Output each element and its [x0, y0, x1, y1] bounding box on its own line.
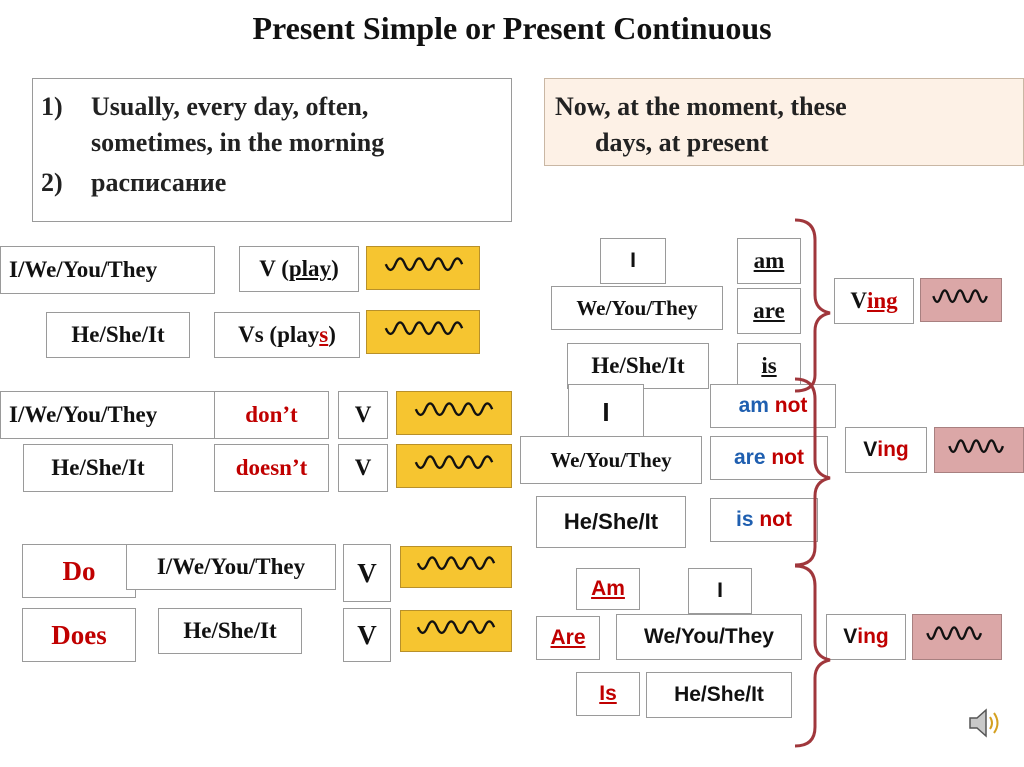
cont-q-are: Are: [536, 616, 600, 660]
simple-q-do: Do: [22, 544, 136, 598]
simple-aff-subject-singular: He/She/It: [46, 312, 190, 358]
item1-number: 1): [41, 92, 63, 121]
item1-line1: Usually, every day, often,: [91, 92, 369, 121]
cont-neg-ving: V ing: [845, 427, 927, 473]
simple-usage-panel: [32, 78, 512, 222]
squiggle-icon: [912, 614, 1002, 660]
simple-q-subject-plural: I/We/You/They: [126, 544, 336, 590]
cont-q-ving: V ing: [826, 614, 906, 660]
item2-number: 2): [41, 168, 63, 197]
cont-aff-ving: V ing: [834, 278, 914, 324]
simple-q-does: Does: [22, 608, 136, 662]
cont-q-subject-singular: He/She/It: [646, 672, 792, 718]
simple-aff-verb-singular: Vs (play s ): [214, 312, 360, 358]
cont-aff-subject-singular: He/She/It: [567, 343, 709, 389]
simple-q-verb-plural: V: [343, 544, 391, 602]
cont-aff-is: is: [737, 343, 801, 389]
speaker-icon[interactable]: [966, 705, 1002, 741]
cont-neg-subject-i: I: [568, 384, 644, 440]
simple-aff-subject-plural: I/We/You/They: [0, 246, 215, 294]
cont-q-subject-plural: We/You/They: [616, 614, 802, 660]
page-title: Present Simple or Present Continuous: [252, 10, 772, 46]
cont-neg-subject-plural: We/You/They: [520, 436, 702, 484]
continuous-line1: Now, at the moment, these: [555, 92, 847, 121]
simple-aff-verb-plural: V ( play ): [239, 246, 359, 292]
cont-q-is: Is: [576, 672, 640, 716]
cont-aff-subject-plural: We/You/They: [551, 286, 723, 330]
simple-q-verb-singular: V: [343, 608, 391, 662]
simple-neg-doesnt: doesn’t: [214, 444, 329, 492]
cont-aff-subject-i: I: [600, 238, 666, 284]
squiggle-icon: [934, 427, 1024, 473]
cont-neg-is-not: is not: [710, 498, 818, 542]
squiggle-icon: [366, 246, 480, 290]
simple-neg-subject-plural: I/We/You/They: [0, 391, 222, 439]
cont-neg-are-not: are not: [710, 436, 828, 480]
squiggle-icon: [400, 546, 512, 588]
squiggle-icon: [396, 391, 512, 435]
item2-text: расписание: [91, 168, 227, 197]
cont-neg-am-not: am not: [710, 384, 836, 428]
squiggle-icon: [366, 310, 480, 354]
simple-q-subject-singular: He/She/It: [158, 608, 302, 654]
squiggle-icon: [400, 610, 512, 652]
bracket-question: [790, 562, 840, 752]
simple-neg-subject-singular: He/She/It: [23, 444, 173, 492]
cont-q-am: Am: [576, 568, 640, 610]
bracket-negative: [790, 375, 840, 570]
simple-neg-verb-singular: V: [338, 444, 388, 492]
squiggle-icon: [920, 278, 1002, 322]
cont-aff-am: am: [737, 238, 801, 284]
item1-line2: sometimes, in the morning: [91, 128, 385, 157]
continuous-line2: days, at present: [595, 128, 769, 157]
simple-neg-dont: don’t: [214, 391, 329, 439]
cont-aff-are: are: [737, 288, 801, 334]
cont-q-subject-i: I: [688, 568, 752, 614]
continuous-usage-panel: [544, 78, 1024, 166]
simple-neg-verb-plural: V: [338, 391, 388, 439]
squiggle-icon: [396, 444, 512, 488]
cont-neg-subject-singular: He/She/It: [536, 496, 686, 548]
bracket-affirmative: [790, 215, 840, 395]
